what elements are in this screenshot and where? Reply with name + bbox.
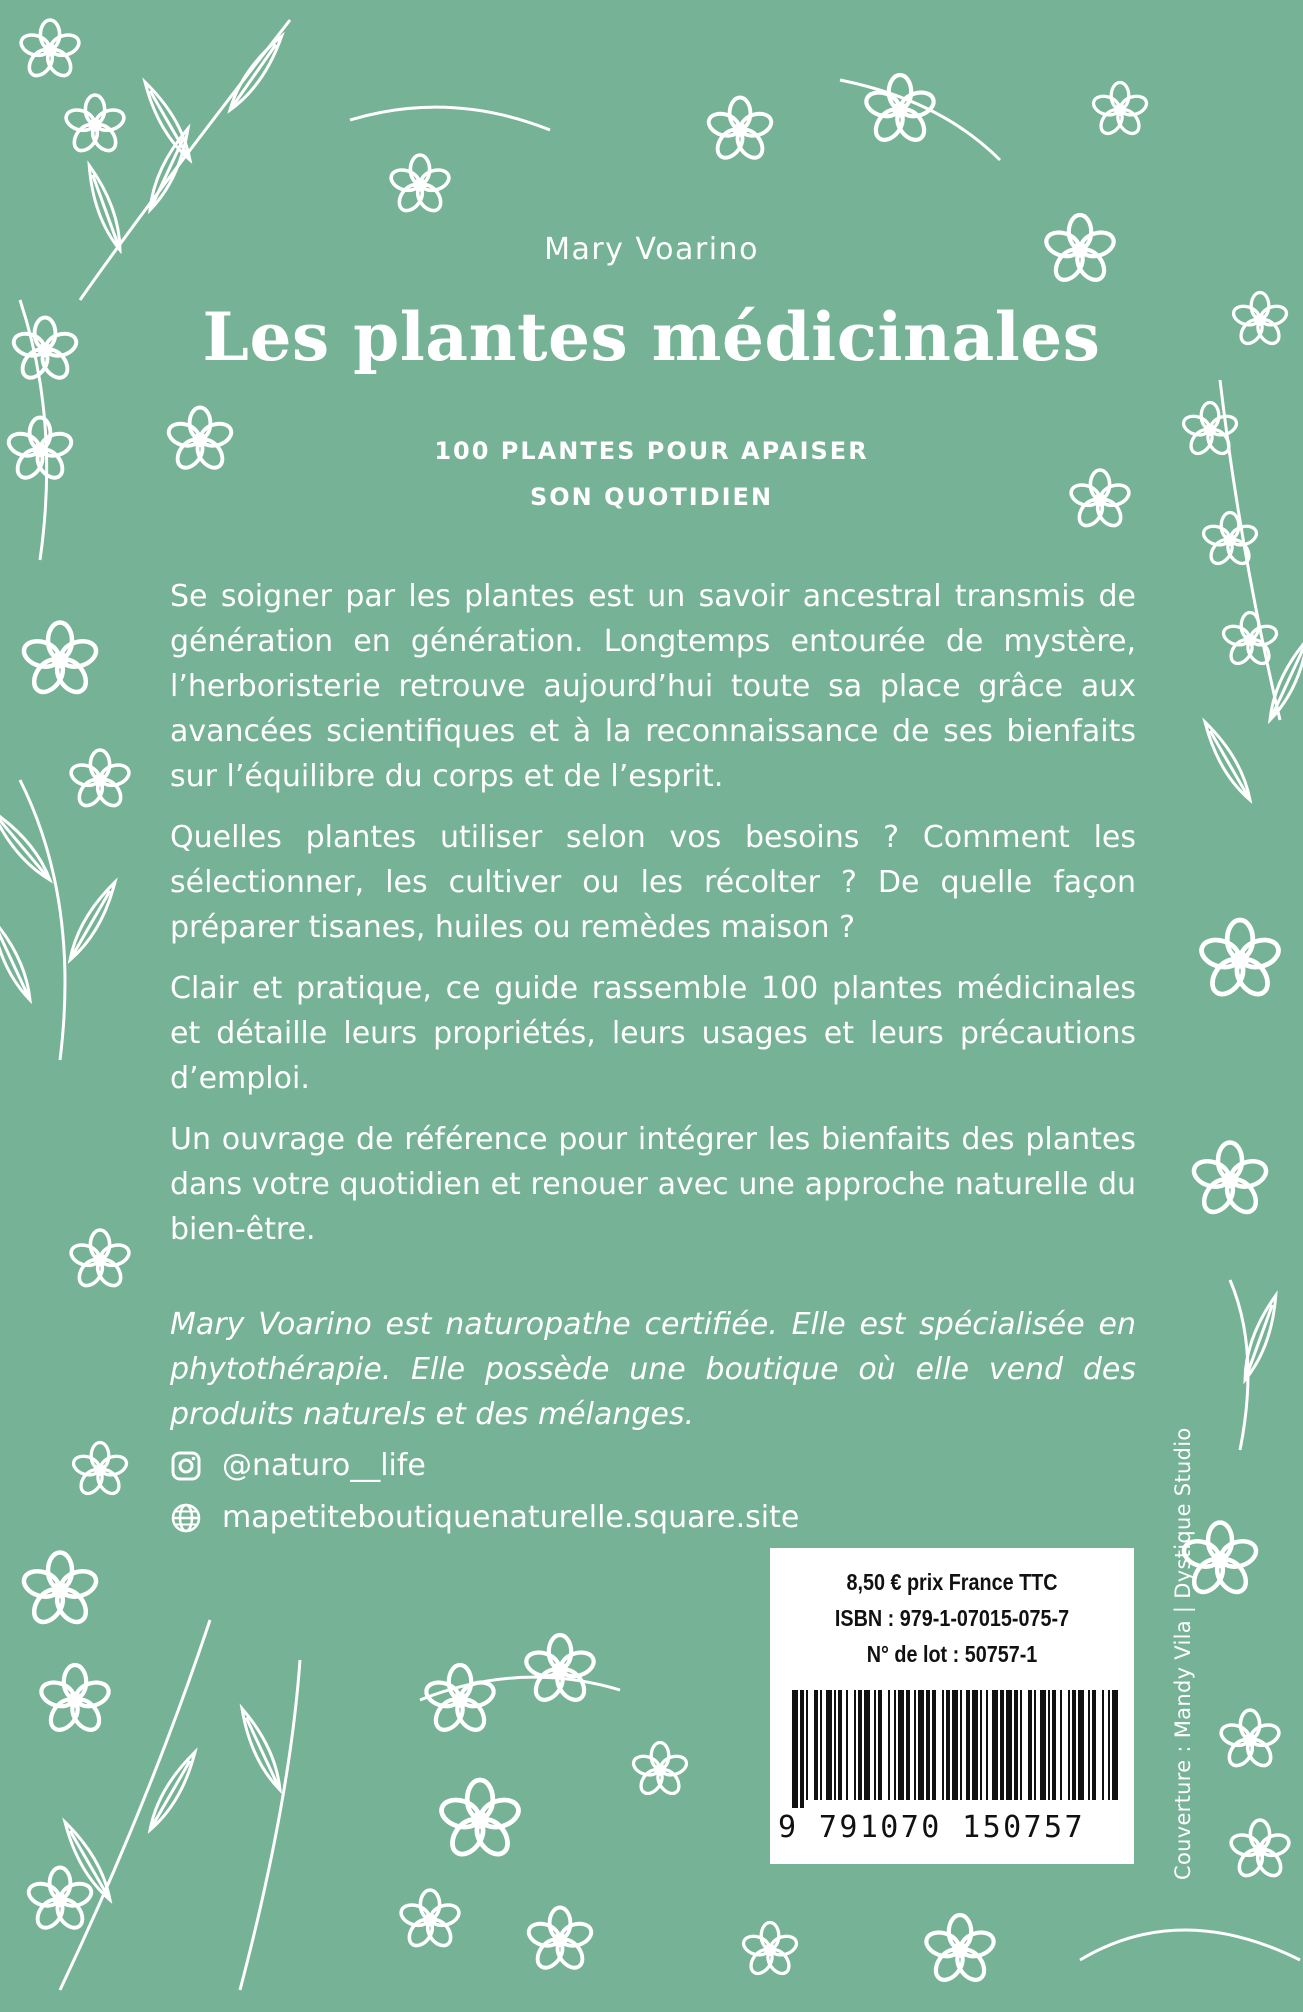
website-link[interactable]: mapetiteboutiquenaturelle.square.site [222, 1500, 800, 1535]
barcode-bar [1052, 1690, 1056, 1800]
barcode-bar [1048, 1690, 1050, 1800]
barcode-bar [898, 1690, 904, 1800]
author-bio: Mary Voarino est naturopathe certifiée. Elle est spécialisée en phytothérapie. Elle possède une boutique où elle vend des produits naturels et des mélanges. [170, 1307, 1136, 1432]
barcode-bar [1028, 1690, 1032, 1800]
barcode-bar [942, 1690, 944, 1800]
barcode-bar [888, 1690, 890, 1800]
barcode-bar [1078, 1690, 1084, 1800]
barcode-bar [906, 1690, 910, 1800]
price-barcode-box [770, 1548, 1134, 1864]
barcode-bar [820, 1690, 822, 1800]
barcode-bar [826, 1690, 832, 1800]
barcode-bar [1006, 1690, 1012, 1800]
barcode-bar [894, 1690, 896, 1800]
author-name: Mary Voarino [544, 232, 759, 267]
instagram-icon [170, 1450, 202, 1482]
barcode-bar [972, 1690, 978, 1800]
instagram-row [170, 1440, 799, 1492]
barcode-bar [838, 1690, 842, 1800]
barcode-bar [1108, 1690, 1110, 1800]
barcode-bar [1112, 1690, 1118, 1800]
barcode-bar [864, 1690, 870, 1800]
barcode-bar [952, 1690, 958, 1800]
barcode-bar [926, 1690, 930, 1800]
barcode-bar [858, 1690, 862, 1800]
description-paragraph-1: Se soigner par les plantes est un savoir ancestral transmis de génération en génération. Longtemps entourée de mystère, l’herboristerie retrouve aujourd’hui toute sa place grâce aux avancées scientifiques et à la reconnaissance de ses bienfaits sur l’équilibre du corps et de l’esprit. [170, 579, 1136, 794]
subtitle-line-2: SON QUOTIDIEN [529, 483, 774, 511]
price-info [795, 1564, 1108, 1672]
barcode-bar [946, 1690, 950, 1800]
book-subtitle [0, 428, 1303, 520]
instagram-handle[interactable]: @naturo__life [222, 1448, 426, 1483]
back-cover-description [170, 574, 1136, 1453]
cover-credit: Couverture : Mandy Vila | Dystique Studio [1171, 1427, 1195, 1880]
lot-number: N° de lot : 50757-1 [866, 1641, 1038, 1667]
barcode-bar [932, 1690, 936, 1800]
subtitle-line-1: 100 PLANTES POUR APAISER [434, 437, 869, 465]
description-paragraph-4: Un ouvrage de référence pour intégrer les bienfaits des plantes dans votre quotidien et renouer avec une approche naturelle du bien-être. [170, 1122, 1136, 1247]
barcode-bar [918, 1690, 924, 1800]
book-title: Les plantes médicinales [202, 298, 1101, 376]
barcode-bar [914, 1690, 916, 1800]
barcode-bar [854, 1690, 856, 1800]
barcode-bar [1060, 1690, 1062, 1800]
barcode-bar [1072, 1690, 1076, 1800]
barcode-bar [1014, 1690, 1018, 1800]
barcode-bar [874, 1690, 876, 1800]
barcode-bar [814, 1690, 818, 1800]
barcode-bar [992, 1690, 998, 1800]
barcode-bar [1040, 1690, 1046, 1800]
barcode-bar [834, 1690, 836, 1800]
barcode-bar [1020, 1690, 1022, 1800]
description-paragraph-3: Clair et pratique, ce guide rassemble 100 plantes médicinales et détaille leurs propriétés, leurs usages et leurs précautions d’emploi. [170, 971, 1136, 1096]
barcode-bar [1102, 1690, 1104, 1800]
barcode-digits: 9 791070 150757 [778, 1810, 1085, 1845]
barcode-bar [792, 1690, 798, 1808]
isbn-label: ISBN : 979-1-07015-075-7 [834, 1605, 1070, 1631]
barcode-bar [986, 1690, 988, 1800]
barcode-bar [1034, 1690, 1036, 1800]
barcode-bar [1000, 1690, 1004, 1800]
price-label: 8,50 € prix France TTC [846, 1569, 1058, 1595]
barcode-bar [966, 1690, 970, 1800]
barcode-bar [1088, 1690, 1090, 1800]
barcode-bar [846, 1690, 848, 1800]
barcode-bar [878, 1690, 882, 1800]
barcode-bar [1092, 1690, 1096, 1800]
barcode-bar [806, 1690, 808, 1800]
website-row [170, 1492, 799, 1544]
description-paragraph-2: Quelles plantes utiliser selon vos besoins ? Comment les sélectionner, les cultiver ou les récolter ? De quelle façon préparer tisanes, huiles ou remèdes maison ? [170, 820, 1136, 945]
barcode-bar [800, 1690, 804, 1808]
barcode-bar [980, 1690, 982, 1800]
author-contact [170, 1440, 799, 1544]
barcode-bar [1068, 1690, 1070, 1800]
barcode [788, 1690, 1118, 1808]
barcode-bar [960, 1690, 962, 1800]
globe-icon [170, 1502, 202, 1534]
